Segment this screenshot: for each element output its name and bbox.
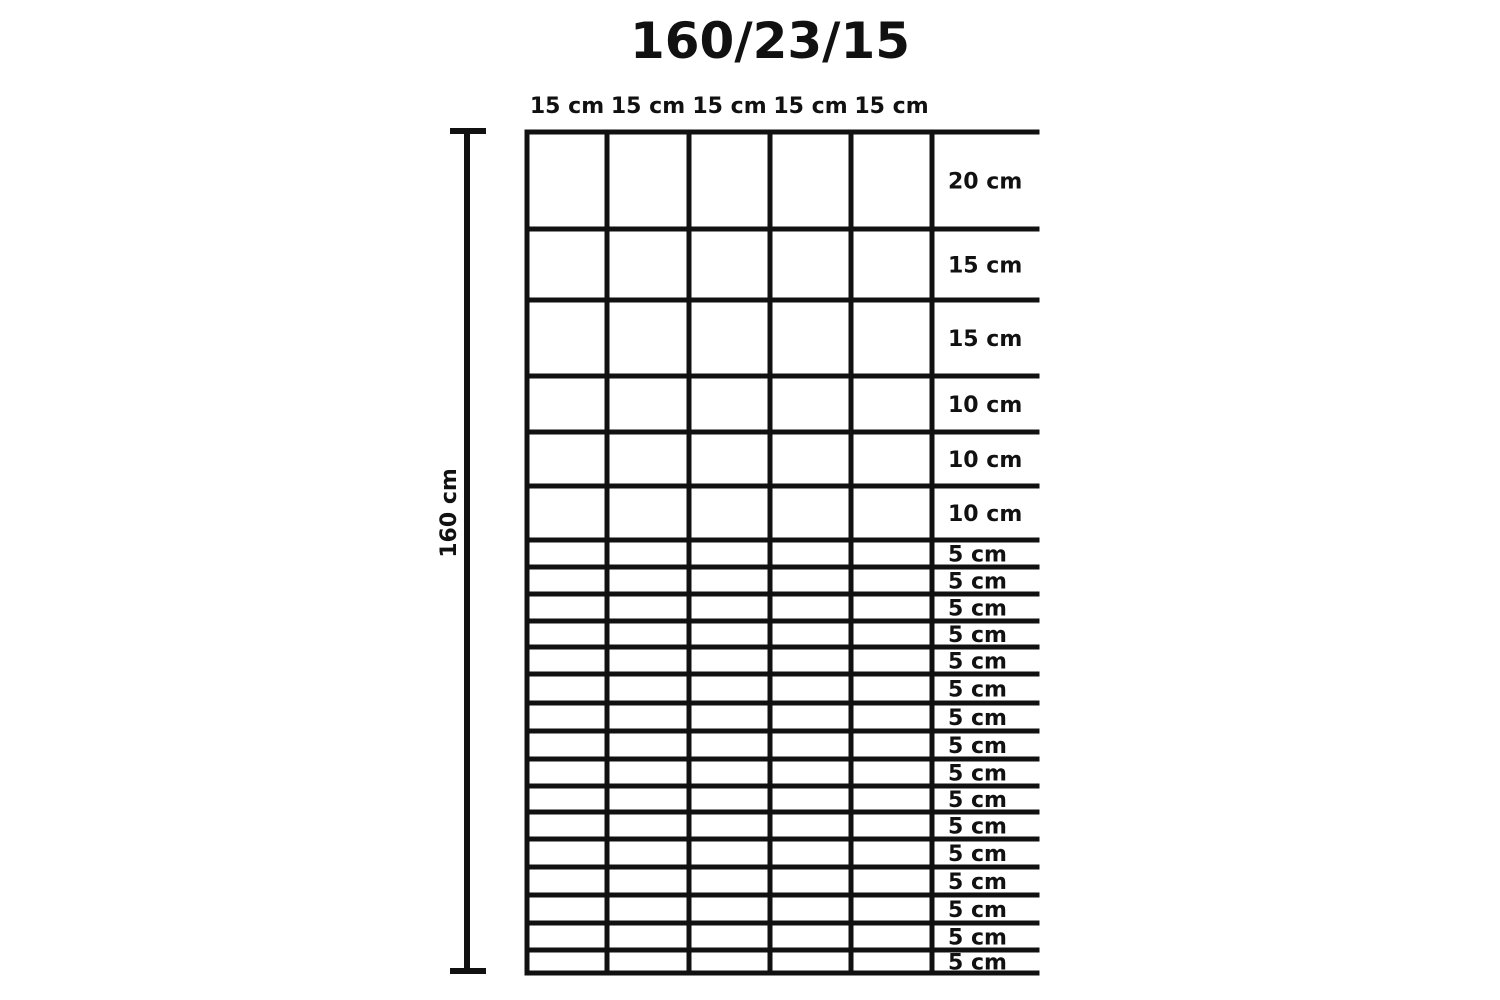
total-height-label: 160 cm — [437, 468, 462, 558]
row-spacing-label: 15 cm — [948, 253, 1023, 279]
row-spacing-label: 5 cm — [948, 677, 1007, 703]
row-spacing-label: 5 cm — [948, 596, 1007, 622]
row-spacing-label: 5 cm — [948, 870, 1007, 895]
column-spacing-label: 15 cm — [773, 94, 848, 119]
row-spacing-label: 5 cm — [948, 542, 1007, 568]
row-spacing-label: 5 cm — [948, 925, 1007, 951]
row-spacing-label: 5 cm — [948, 623, 1007, 648]
row-spacing-labels — [948, 170, 1022, 976]
row-spacing-label: 5 cm — [948, 788, 1007, 813]
row-spacing-label: 15 cm — [948, 327, 1023, 352]
row-spacing-label: 10 cm — [948, 393, 1023, 418]
row-spacing-label: 10 cm — [948, 502, 1023, 527]
total-height-dimension — [437, 131, 486, 971]
row-spacing-label: 5 cm — [948, 569, 1007, 595]
row-spacing-label: 5 cm — [948, 842, 1007, 867]
column-spacing-label: 15 cm — [529, 94, 605, 119]
row-spacing-label: 5 cm — [948, 734, 1007, 759]
column-spacing-label: 15 cm — [610, 94, 686, 119]
column-spacing-label: 15 cm — [854, 94, 929, 119]
row-spacing-label: 5 cm — [948, 761, 1007, 787]
column-spacing-labels — [530, 94, 929, 119]
row-spacing-label: 5 cm — [948, 950, 1007, 976]
row-spacing-label: 10 cm — [948, 448, 1023, 473]
row-spacing-label: 5 cm — [948, 706, 1007, 731]
column-spacing-label: 15 cm — [692, 94, 767, 119]
row-spacing-label: 5 cm — [948, 898, 1007, 923]
row-spacing-label: 5 cm — [948, 814, 1007, 840]
row-spacing-label: 5 cm — [948, 649, 1007, 675]
diagram-title: 160/23/15 — [629, 12, 911, 70]
row-spacing-label: 20 cm — [948, 169, 1023, 195]
